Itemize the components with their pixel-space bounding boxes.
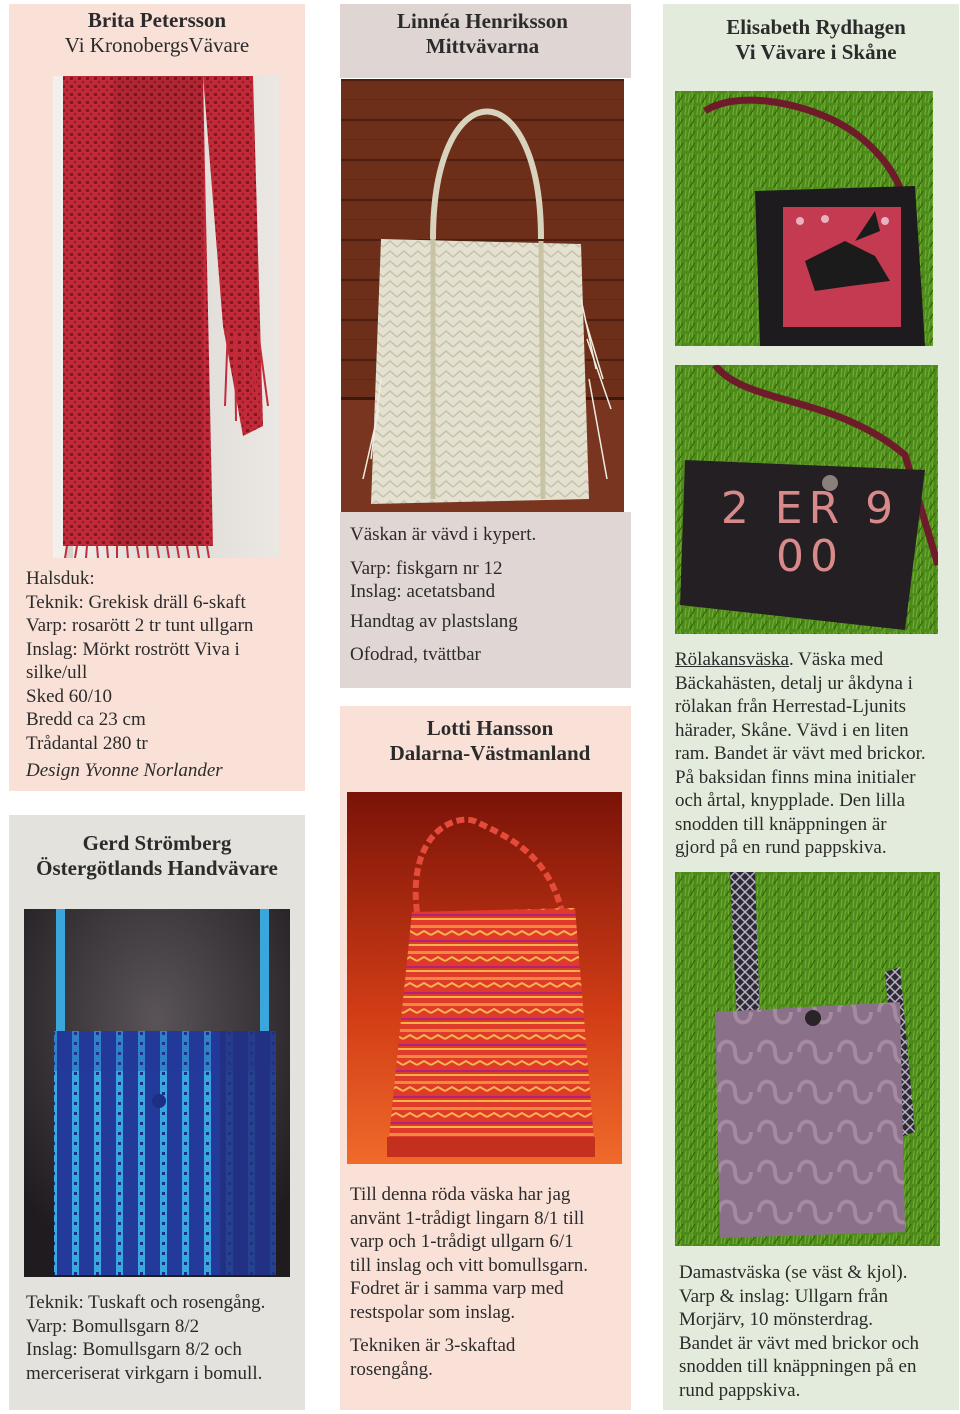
artist-header-lotti <box>340 716 640 766</box>
artist-header-elisabeth <box>663 15 960 65</box>
scarf-photo <box>53 76 279 558</box>
scarf-line: Sked 60/10 <box>26 685 113 707</box>
artist-name: Brita Petersson <box>87 8 227 32</box>
scarf-line: Halsduk: <box>26 568 95 589</box>
white-bag-line: Handtag av plastslang <box>350 610 518 632</box>
white-bag-photo <box>341 79 624 512</box>
red-bag-line: Till denna röda väska har jag <box>350 1184 571 1205</box>
rolakan-line: Bäckahästen, detalj ur åkdyna i <box>675 672 913 694</box>
white-bag-description <box>350 523 626 667</box>
red-bag-line: varp och 1-trådigt ullgarn 6/1 <box>350 1231 574 1252</box>
artist-name: Linnéa Henriksson <box>397 9 568 33</box>
artist-header-brita <box>9 8 305 58</box>
damask-line: Damastväska (se väst & kjol). <box>679 1262 908 1283</box>
artist-guild: Mittvävarna <box>425 34 540 58</box>
damask-description <box>679 1261 959 1402</box>
red-bag-line: Tekniken är 3-skaftad <box>350 1335 516 1356</box>
rolakan-line: . Väska med <box>788 649 884 670</box>
damask-line: Bandet är vävt med brickor och <box>679 1332 920 1354</box>
rolakan-line: härader, Skåne. Vävd i en liten <box>675 719 909 741</box>
white-bag-line: Varp: fiskgarn nr 12 <box>350 557 503 579</box>
scarf-line: Bredd ca 23 cm <box>26 709 146 730</box>
red-bag-line: restspolar som inslag. <box>350 1301 516 1323</box>
scarf-line: Teknik: Grekisk dräll 6-skaft <box>26 591 246 613</box>
rolakan-line: På baksidan finns mina initialer <box>675 766 916 788</box>
white-bag-line: Väskan är vävd i kypert. <box>350 524 537 545</box>
white-bag-line: Ofodrad, tvättbar <box>350 644 481 665</box>
rolakan-line: snodden till knäppningen är <box>675 813 887 835</box>
red-bag-description <box>350 1183 626 1381</box>
artist-guild: Dalarna-Västmanland <box>389 741 591 765</box>
rolakan-bag-back-photo <box>675 365 938 634</box>
rolakan-description <box>675 648 955 860</box>
rolakan-link[interactable]: Rölakansväska <box>675 649 789 670</box>
damask-line: rund pappskiva. <box>679 1379 801 1401</box>
artist-guild: Vi KronobergsVävare <box>64 33 250 57</box>
blue-bag-line: merceriserat virkgarn i bomull. <box>26 1362 263 1384</box>
artist-guild: Östergötlands Handvävare <box>36 856 278 880</box>
red-bag-photo <box>347 792 622 1164</box>
rolakan-line: och årtal, knypplade. Den lilla <box>675 790 906 811</box>
artist-name: Elisabeth Rydhagen <box>726 15 906 39</box>
blue-bag-line: Teknik: Tuskaft och rosengång. <box>26 1292 266 1313</box>
scarf-description <box>26 567 296 783</box>
red-bag-line: Fodret är i samma varp med <box>350 1278 564 1299</box>
rolakan-line: gjord på en rund pappskiva. <box>675 837 887 858</box>
artist-header-linnea <box>340 9 625 59</box>
scarf-line: Varp: rosarött 2 tr tunt ullgarn <box>26 615 254 636</box>
damask-line: snodden till knäppningen på en <box>679 1356 917 1377</box>
damask-bag-photo <box>675 872 940 1246</box>
embroidery-top: 2 ER 9 <box>720 483 900 534</box>
rolakan-line: ram. Bandet är vävt med brickor. <box>675 743 926 764</box>
red-bag-line: till inslag och vitt bomullsgarn. <box>350 1254 589 1276</box>
artist-name: Lotti Hansson <box>426 716 554 740</box>
scarf-line: Inslag: Mörkt rostrött Viva i <box>26 638 240 660</box>
damask-line: Morjärv, 10 mönsterdrag. <box>679 1309 873 1330</box>
scarf-line: silke/ull <box>26 662 88 683</box>
blue-bag-line: Varp: Bomullsgarn 8/2 <box>26 1315 200 1337</box>
scarf-line: Trådantal 280 tr <box>26 732 148 754</box>
red-bag-line: rosengång. <box>350 1358 433 1380</box>
scarf-design-credit: Design Yvonne Norlander <box>26 760 223 781</box>
artist-header-gerd <box>9 831 305 881</box>
blue-bag-photo <box>24 909 290 1277</box>
white-bag-line: Inslag: acetatsband <box>350 581 496 602</box>
embroidery-bottom: 00 <box>776 531 844 582</box>
blue-bag-description <box>26 1291 302 1385</box>
artist-guild: Vi Vävare i Skåne <box>735 40 897 64</box>
artist-name: Gerd Strömberg <box>82 831 232 855</box>
initials-year-embroidery <box>695 485 925 581</box>
rolakan-line: rölakan från Herrestad-Ljunits <box>675 696 907 717</box>
rolakan-bag-front-photo <box>675 91 933 346</box>
blue-bag-line: Inslag: Bomullsgarn 8/2 och <box>26 1339 242 1360</box>
red-bag-line: använt 1-trådigt lingarn 8/1 till <box>350 1207 585 1229</box>
damask-line: Varp & inslag: Ullgarn från <box>679 1285 888 1307</box>
